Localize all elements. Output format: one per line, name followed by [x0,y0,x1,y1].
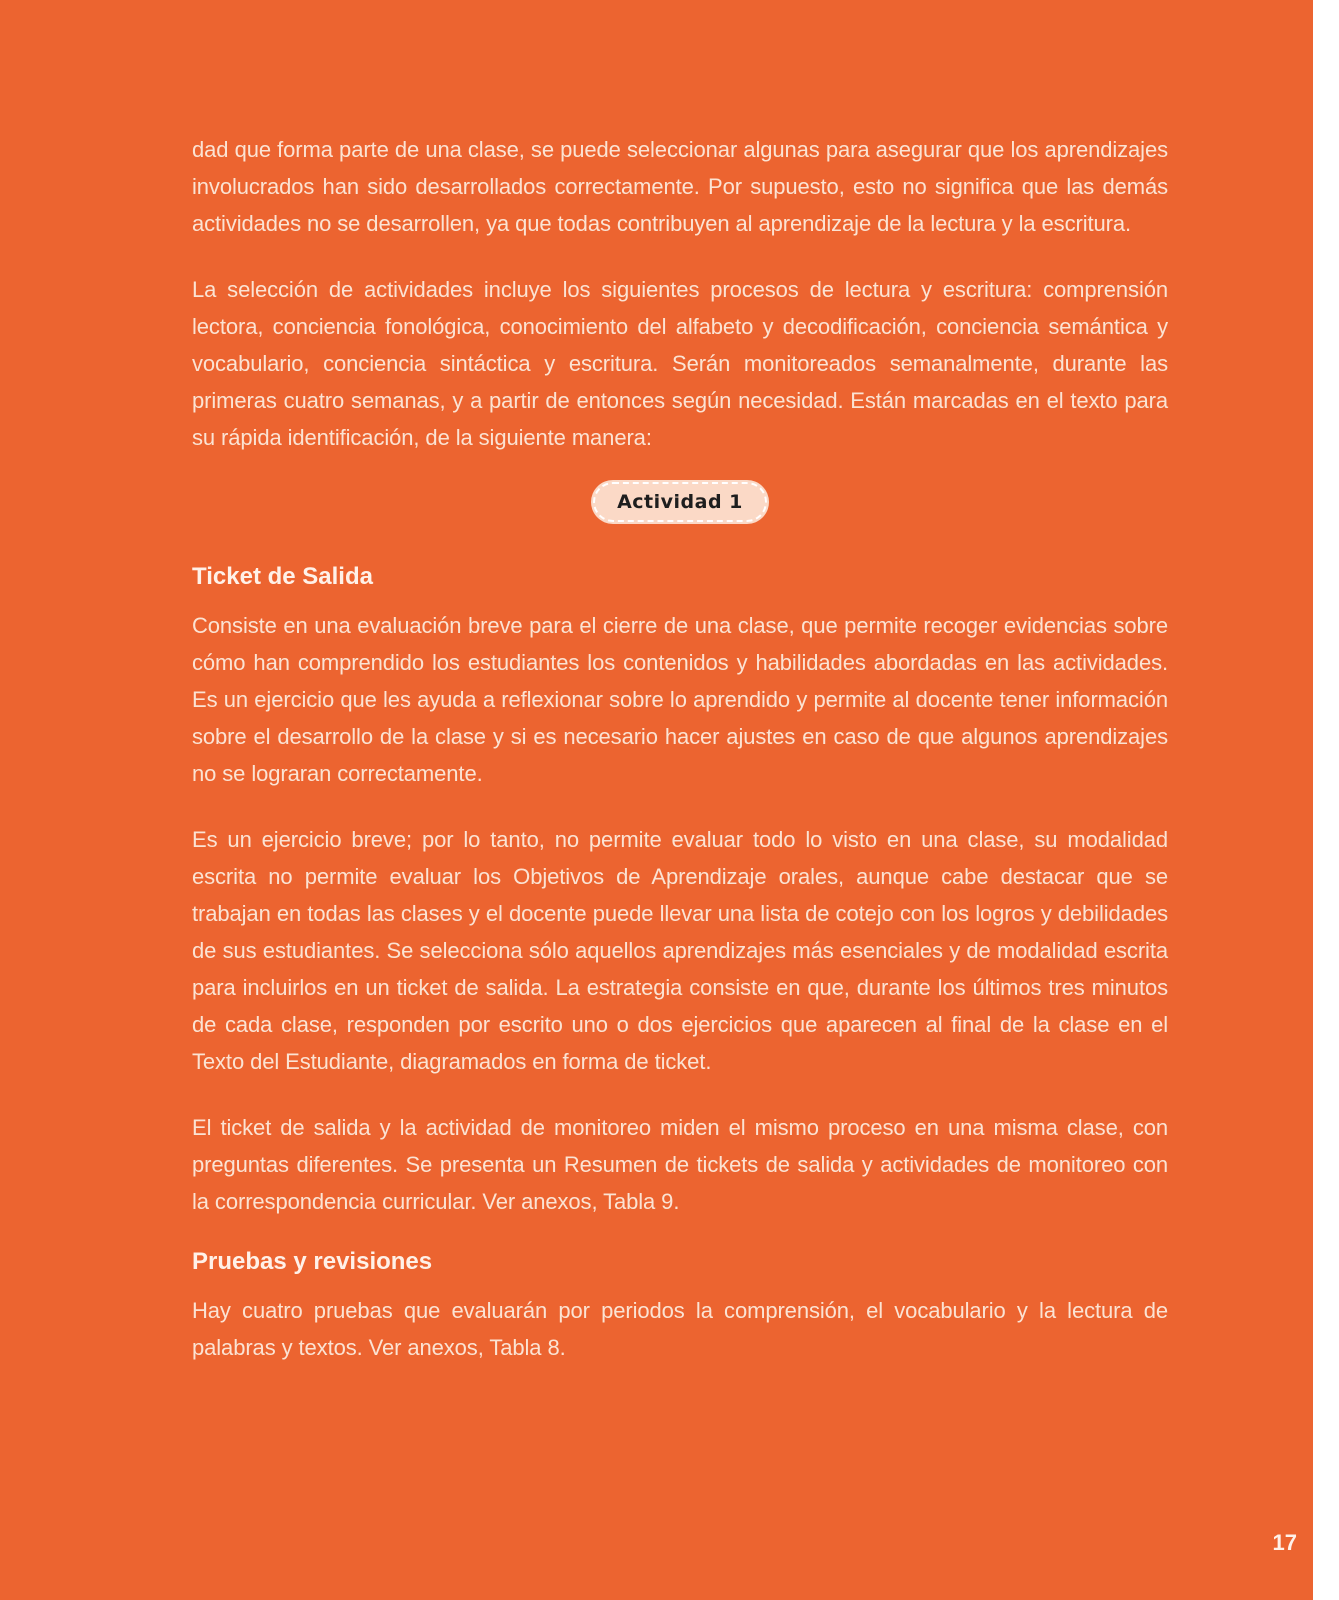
ticket-paragraph-1: Consiste en una evaluación breve para el cierre de una clase, que permite recoger evidencias sobre cómo han comprendido los estudiantes los contenidos y habilidades abordadas en las actividades. Es un ejercicio que les ayuda a reflexionar sobre lo aprendido y permite al docente tener información sobre el desarrollo de la clase y si es necesario hacer ajustes en caso de que algunos aprendizajes no se lograran correctamente. [192,613,1168,786]
ticket-paragraph-2: Es un ejercicio breve; por lo tanto, no permite evaluar todo lo visto en una clase, su modalidad escrita no permite evaluar los Objetivos de Aprendizaje orales, aunque cabe destacar que se trabajan en todas las clases y el docente puede llevar una lista de cotejo con los logros y debilidades de sus estudiantes. Se selecciona sólo aquellos aprendizajes más esenciales y de modalidad escrita para incluirlos en un ticket de salida. La estrategia consiste en que, durante los últimos tres minutos de cada clase, responden por escrito uno o dos ejercicios que aparecen al final de la clase en el Texto del Estudiante, diagramados en forma de ticket. [192,827,1168,1074]
pruebas-section-heading: Pruebas y revisiones [192,1248,433,1275]
page-number: 17 [1272,1530,1297,1555]
page-content [192,131,1168,1366]
pruebas-paragraph-1: Hay cuatro pruebas que evaluarán por periodos la comprensión, el vocabulario y la lectura de palabras y textos. Ver anexos, Tabla 8. [192,1298,1168,1360]
intro-paragraph-2: La selección de actividades incluye los siguientes procesos de lectura y escritura: comprensión lectora, conciencia fonológica, conocimiento del alfabeto y decodificación, conciencia semántica y vocabulario, conciencia sintáctica y escritura. Serán monitoreados semanalmente, durante las primeras cuatro semanas, y a partir de entonces según necesidad. Están marcadas en el texto para su rápida identificación, de la siguiente manera: [192,277,1168,450]
activity-badge: Actividad 1 [593,482,767,522]
page-edge-stripe [1313,0,1339,1600]
ticket-section-heading: Ticket de Salida [192,563,373,590]
intro-paragraph-1: dad que forma parte de una clase, se puede seleccionar algunas para asegurar que los aprendizajes involucrados han sido desarrollados correctamente. Por supuesto, esto no significa que las demás actividades no se desarrollen, ya que todas contribuyen al aprendizaje de la lectura y la escritura. [192,137,1168,236]
activity-badge-row [192,479,1168,525]
ticket-paragraph-3: El ticket de salida y la actividad de monitoreo miden el mismo proceso en una misma clase, con preguntas diferentes. Se presenta un Resumen de tickets de salida y actividades de monitoreo con la correspondencia curricular. Ver anexos, Tabla 9. [192,1115,1168,1214]
